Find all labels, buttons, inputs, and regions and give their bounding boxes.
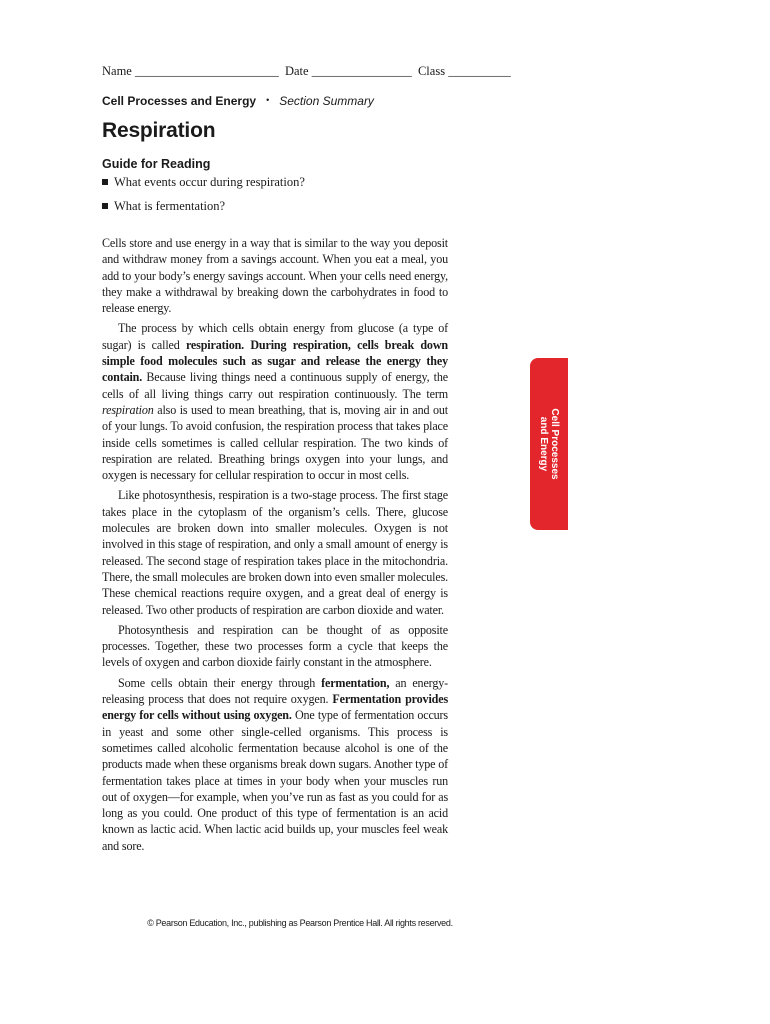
page-title: Respiration <box>102 119 216 142</box>
square-bullet-icon <box>102 179 108 185</box>
paragraph-text: an energy-releasing process that does not require oxygen. <box>102 675 448 707</box>
date-blank[interactable]: ________________ <box>311 64 412 78</box>
key-concept-text: Fermentation provides energy for cells without using oxygen. <box>102 692 449 723</box>
paragraph-text: also is used to mean breathing, that is, moving air in and out of your lungs. To avoid confusion, the respiration process that takes place inside cells sometimes is called cellular respiration. The two kinds of respiration are related. Breathing brings oxygen into your lungs, and oxygen is necessary for cellular respiration to occur in most cells. <box>102 402 448 483</box>
chapter-subhead <box>102 94 374 108</box>
paragraph <box>102 675 448 854</box>
guide-question-text: What events occur during respiration? <box>114 175 305 189</box>
paragraph-text: Cells store and use energy in a way that is similar to the way you deposit and withdraw money from a savings account. When you eat a meal, you add to your body’s energy savings account. When your cells need energy, they make a withdrawal by breaking down the carbohydrates in food to release energy. <box>102 236 448 316</box>
name-label: Name <box>102 64 132 78</box>
side-tab-label <box>538 408 560 479</box>
section-label: Section Summary <box>279 94 374 108</box>
guide-heading: Guide for Reading <box>102 157 211 171</box>
square-bullet-icon <box>102 203 108 209</box>
paragraph <box>102 235 448 316</box>
paragraph-text: Some cells obtain their energy through <box>118 675 322 690</box>
copyright-footer: © Pearson Education, Inc., publishing as Pearson Prentice Hall. All rights reserved. <box>147 918 453 928</box>
guide-question <box>102 175 305 190</box>
class-blank[interactable]: __________ <box>448 64 511 78</box>
paragraph <box>102 487 448 617</box>
paragraph-text: Like photosynthesis, respiration is a two-stage process. The first stage takes place in the cytoplasm of the organism’s cells. There, glucose molecules are broken down into smaller molecules. Oxygen is not involved in this stage of respiration, and only a small amount of energy is released. The second stage of respiration takes place in the mitochondria. There, the small molecules are broken down into even smaller molecules. These chemical reactions require oxygen, and a great deal of energy is released. Two other products of respiration are carbon dioxide and water. <box>102 488 448 617</box>
date-label: Date <box>284 64 309 78</box>
paragraph-text: Because living things need a continuous supply of energy, the cells of all living things carry out respiration continuously. The term <box>102 370 448 401</box>
paragraph <box>102 320 448 483</box>
separator-bullet: • <box>266 95 270 105</box>
key-concept-text: respiration. During respiration, cells break down simple food molecules such as sugar and release the energy they contain. <box>102 337 448 385</box>
paragraph <box>102 622 448 671</box>
chapter-side-tab <box>530 358 568 530</box>
side-tab-line: and Energy <box>538 416 549 472</box>
name-blank[interactable]: _______________________ <box>134 64 279 78</box>
paragraph-text: The process by which cells obtain energy from glucose (a type of sugar) is called <box>102 321 448 352</box>
class-label: Class <box>417 64 446 78</box>
italic-term: respiration <box>102 402 154 417</box>
key-term: fermentation, <box>321 675 390 690</box>
guide-question <box>102 199 225 214</box>
paragraph-text: One type of fermentation occurs in yeast and some other single-celled organisms. This process is sometimes called alcoholic fermentation because alcohol is one of the products made when these organisms break down sugars. Another type of fermentation takes place at times in your body when your muscles run out of oxygen—for example, when you’ve run as fast as you could for as long as you could. One product of this type of fermentation is an acid known as lactic acid. When lactic acid builds up, your muscles feel weak and sore. <box>102 708 448 853</box>
paragraph-text: Photosynthesis and respiration can be thought of as opposite processes. Together, these two processes form a cycle that keeps the levels of oxygen and carbon dioxide fairly constant in the atmosphere. <box>102 622 448 670</box>
side-tab-line: Cell Processes <box>549 408 560 480</box>
guide-question-text: What is fermentation? <box>114 199 226 213</box>
summary-body <box>102 235 448 858</box>
chapter-name: Cell Processes and Energy <box>102 94 257 108</box>
name-date-class-line <box>102 64 511 79</box>
